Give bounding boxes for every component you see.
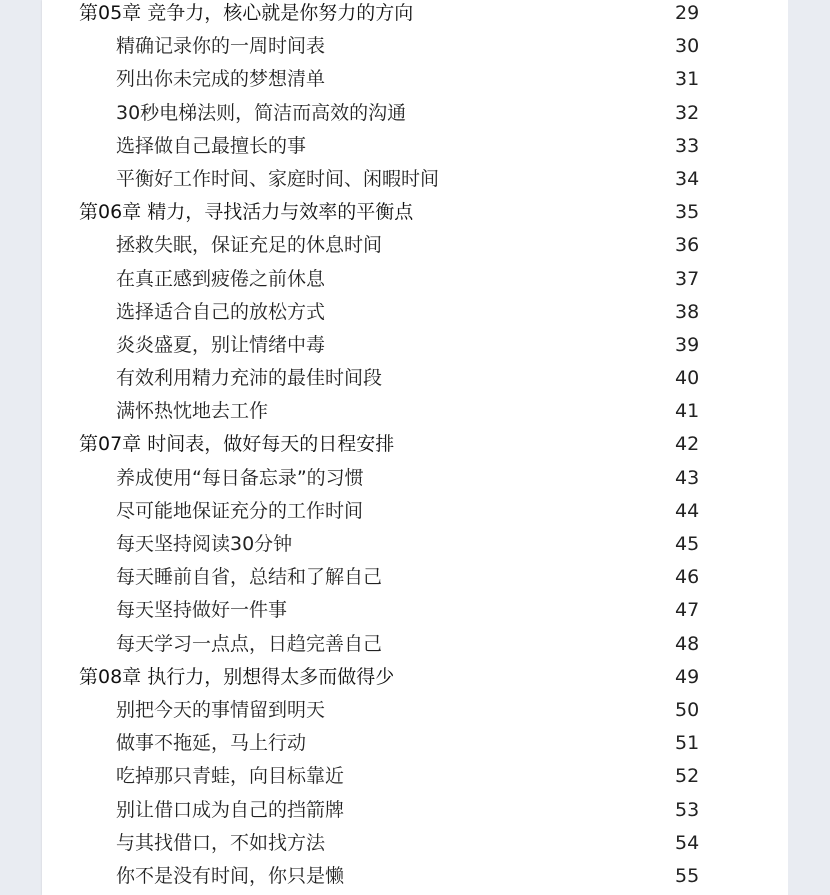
toc-section-row[interactable] <box>42 694 788 727</box>
toc-section-title: 有效利用精力充沛的最佳时间段 <box>116 367 383 390</box>
toc-section-title: 做事不拖延，马上行动 <box>116 732 307 755</box>
toc-page-number: 55 <box>675 864 700 887</box>
toc-page-number: 49 <box>675 665 700 688</box>
document-page <box>42 0 788 895</box>
toc-section-row[interactable] <box>42 628 788 661</box>
toc-page-number: 39 <box>675 333 700 356</box>
toc-page-number: 45 <box>675 533 700 555</box>
toc-section-title: 精确记录你的一周时间表 <box>116 35 326 58</box>
toc-chapter-row[interactable] <box>42 0 788 30</box>
toc-section-title: 30秒电梯法则，简洁而高效的沟通 <box>116 101 407 124</box>
toc-chapter-title: 第06章 精力，寻找活力与效率的平衡点 <box>79 201 414 224</box>
toc-page-number: 41 <box>675 400 700 423</box>
toc-chapter-row[interactable] <box>42 428 788 461</box>
toc-section-row[interactable] <box>42 860 788 893</box>
toc-page-number: 34 <box>675 167 700 190</box>
toc-page-number: 40 <box>675 367 700 390</box>
toc-section-title: 炎炎盛夏，别让情绪中毒 <box>116 333 326 356</box>
toc-section-title: 平衡好工作时间、家庭时间、闲暇时间 <box>116 167 440 190</box>
toc-section-row[interactable] <box>42 362 788 395</box>
toc-page-number: 48 <box>675 632 700 655</box>
toc-section-title: 选择适合自己的放松方式 <box>116 300 326 323</box>
toc-chapter-row[interactable] <box>42 661 788 694</box>
toc-section-row[interactable] <box>42 827 788 860</box>
toc-section-title: 每天坚持阅读30分钟 <box>116 533 293 555</box>
toc-page-number: 32 <box>675 101 700 124</box>
toc-page-number: 30 <box>675 35 700 58</box>
toc-page-number: 54 <box>675 831 700 854</box>
toc-section-title: 每天睡前自省，总结和了解自己 <box>116 566 383 589</box>
toc-section-row[interactable] <box>42 727 788 760</box>
toc-page-number: 44 <box>675 499 700 522</box>
toc-section-row[interactable] <box>42 794 788 827</box>
toc-section-title: 拯救失眠，保证充足的休息时间 <box>116 234 383 257</box>
toc-page-number: 29 <box>675 2 700 24</box>
toc-section-title: 别让借口成为自己的挡箭牌 <box>116 798 345 821</box>
toc-section-row[interactable] <box>42 462 788 495</box>
toc-section-row[interactable] <box>42 296 788 329</box>
toc-section-row[interactable] <box>42 163 788 196</box>
toc-section-row[interactable] <box>42 130 788 163</box>
toc-section-row[interactable] <box>42 30 788 63</box>
toc-page-number: 50 <box>675 698 700 721</box>
toc-section-row[interactable] <box>42 263 788 296</box>
table-of-contents <box>42 0 788 893</box>
toc-section-row[interactable] <box>42 528 788 561</box>
toc-page-number: 35 <box>675 201 700 224</box>
toc-page-number: 37 <box>675 267 700 290</box>
toc-page-number: 33 <box>675 134 700 157</box>
toc-section-title: 在真正感到疲倦之前休息 <box>116 267 326 290</box>
toc-chapter-row[interactable] <box>42 196 788 229</box>
toc-page-number: 52 <box>675 765 700 788</box>
toc-page-number: 31 <box>675 68 700 91</box>
toc-page-number: 46 <box>675 566 700 589</box>
toc-section-title: 列出你未完成的梦想清单 <box>116 68 326 91</box>
toc-section-row[interactable] <box>42 229 788 262</box>
toc-page-number: 43 <box>675 466 700 489</box>
toc-section-title: 你不是没有时间，你只是懒 <box>116 864 345 887</box>
toc-chapter-title: 第08章 执行力，别想得太多而做得少 <box>79 665 395 688</box>
toc-section-title: 吃掉那只青蛙，向目标靠近 <box>116 765 345 788</box>
toc-section-row[interactable] <box>42 97 788 130</box>
toc-section-title: 别把今天的事情留到明天 <box>116 698 326 721</box>
toc-section-title: 尽可能地保证充分的工作时间 <box>116 499 364 522</box>
toc-section-row[interactable] <box>42 329 788 362</box>
toc-section-title: 选择做自己最擅长的事 <box>116 134 307 157</box>
toc-chapter-title: 第05章 竞争力，核心就是你努力的方向 <box>79 2 414 24</box>
toc-section-row[interactable] <box>42 561 788 594</box>
toc-section-title: 每天学习一点点，日趋完善自己 <box>116 632 383 655</box>
toc-section-row[interactable] <box>42 63 788 96</box>
toc-section-title: 满怀热忱地去工作 <box>116 400 269 423</box>
toc-section-row[interactable] <box>42 495 788 528</box>
toc-page-number: 38 <box>675 300 700 323</box>
toc-page-number: 53 <box>675 798 700 821</box>
toc-page-number: 42 <box>675 433 700 456</box>
toc-page-number: 36 <box>675 234 700 257</box>
toc-page-number: 47 <box>675 599 700 622</box>
toc-section-row[interactable] <box>42 594 788 627</box>
toc-page-number: 51 <box>675 732 700 755</box>
toc-section-title: 与其找借口，不如找方法 <box>116 831 326 854</box>
toc-section-title: 每天坚持做好一件事 <box>116 599 288 622</box>
viewer-background <box>788 0 830 895</box>
toc-section-row[interactable] <box>42 760 788 793</box>
toc-section-row[interactable] <box>42 395 788 428</box>
toc-chapter-title: 第07章 时间表，做好每天的日程安排 <box>79 433 395 456</box>
toc-section-title: 养成使用“每日备忘录”的习惯 <box>116 466 364 489</box>
